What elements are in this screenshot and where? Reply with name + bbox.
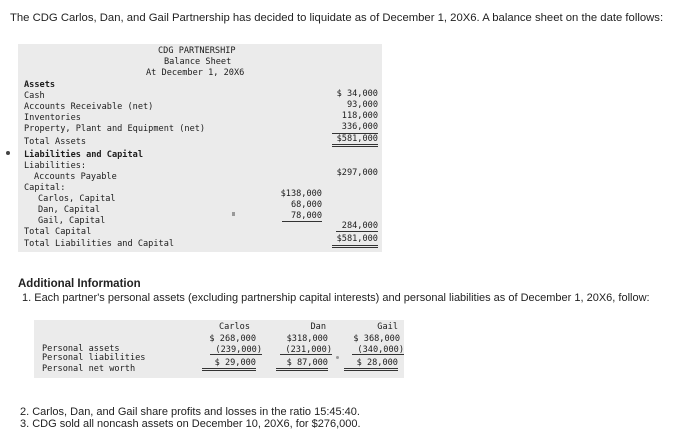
personal-assets-gail: $ 368,000 — [353, 334, 400, 344]
header-carlos: Carlos — [218, 322, 250, 332]
asset-value-cash: $ 34,000 — [336, 89, 378, 99]
personal-assets-dan: $318,000 — [286, 334, 328, 344]
capital-value-gail: 78,000 — [290, 211, 322, 221]
asset-label-cash: Cash — [24, 91, 45, 101]
dan-net-worth-rule — [276, 368, 328, 371]
net-worth-carlos: $ 29,000 — [214, 358, 256, 368]
capital-value-dan: 68,000 — [290, 200, 322, 210]
capital-label-carlos: Carlos, Capital — [38, 194, 116, 204]
total-capital-rule — [336, 231, 378, 232]
bs-title-3: At December 1, 20X6 — [146, 68, 245, 78]
total-liab-capital-label: Total Liabilities and Capital — [24, 239, 175, 249]
asset-label-ppe: Property, Plant and Equipment (net) — [24, 124, 206, 134]
liabilities-label: Liabilities: — [24, 161, 87, 171]
asset-value-inventories: 118,000 — [341, 111, 378, 121]
accounts-payable-label: Accounts Payable — [34, 172, 117, 182]
total-capital-value: 284,000 — [341, 221, 378, 231]
total-assets-value: $581,000 — [336, 134, 378, 144]
personal-liabilities-carlos: (239,000) — [215, 345, 262, 355]
intro-text: The CDG Carlos, Dan, and Gail Partnership has decided to liquidate as of December 1, 20X6. A balance sheet on the date follows: — [10, 12, 664, 24]
total-liab-capital-value: $581,000 — [336, 234, 378, 244]
liab-capital-heading: Liabilities and Capital — [24, 150, 143, 160]
item-2-text: 2. Carlos, Dan, and Gail share profits and losses in the ratio 15:45:40. — [20, 406, 360, 418]
personal-liabilities-dan: (231,000) — [285, 345, 332, 355]
capital-value-carlos: $138,000 — [280, 189, 322, 199]
personal-net-worth-label: Personal net worth — [42, 364, 136, 374]
total-liab-capital-rule — [332, 245, 378, 248]
item-3-text: 3. CDG sold all noncash assets on December 10, 20X6, for $276,000. — [20, 418, 361, 430]
carlos-subtotal-rule — [210, 354, 262, 355]
personal-liabilities-label: Personal liabilities — [42, 353, 146, 363]
assets-heading: Assets — [24, 80, 56, 90]
asset-label-ar: Accounts Receivable (net) — [24, 102, 154, 112]
bullet-dot — [6, 151, 10, 155]
item-1-text: 1. Each partner's personal assets (excluding partnership capital interests) and personal liabilities as of December 1, 20X6, follow: — [22, 292, 650, 304]
personal-assets-carlos: $ 268,000 — [209, 334, 256, 344]
capital-label-gail: Gail, Capital — [38, 216, 106, 226]
accounts-payable-value: $297,000 — [336, 168, 378, 178]
carlos-net-worth-rule — [202, 368, 256, 371]
personal-assets-label: Personal assets — [42, 344, 120, 354]
capital-label: Capital: — [24, 183, 66, 193]
grey-tick-mark — [232, 212, 235, 216]
net-worth-gail: $ 28,000 — [356, 358, 398, 368]
total-assets-rule — [332, 144, 378, 147]
header-gail: Gail — [377, 322, 398, 332]
asset-label-inventories: Inventories — [24, 113, 81, 123]
personal-liabilities-gail: (340,000) — [357, 345, 404, 355]
asset-value-ppe: 336,000 — [341, 122, 378, 132]
total-capital-label: Total Capital — [24, 227, 92, 237]
net-worth-dan: $ 87,000 — [286, 358, 328, 368]
total-assets-label: Total Assets — [24, 137, 87, 147]
dan-subtotal-rule — [280, 354, 332, 355]
asset-value-ar: 93,000 — [346, 100, 378, 110]
header-dan: Dan — [310, 322, 326, 332]
capital-label-dan: Dan, Capital — [38, 205, 101, 215]
additional-info-heading: Additional Information — [18, 278, 141, 290]
bs-title-1: CDG PARTNERSHIP — [158, 46, 236, 56]
bs-title-2: Balance Sheet — [164, 57, 232, 67]
gail-subtotal-rule — [352, 354, 404, 355]
gail-net-worth-rule — [344, 368, 398, 371]
